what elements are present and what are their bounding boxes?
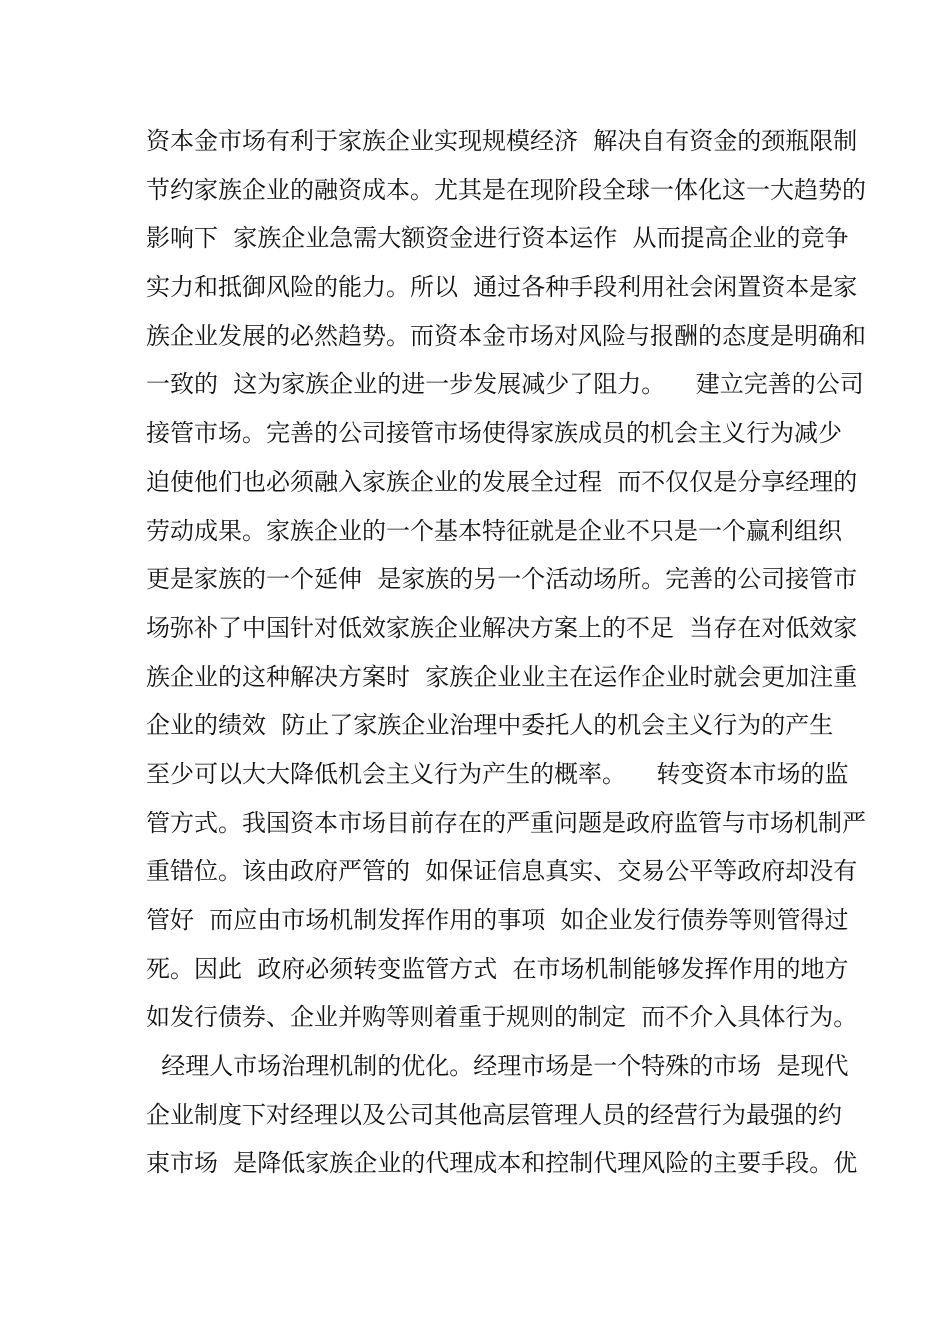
text-line: 节约家族企业的融资成本。尤其是在现阶段全球一体化这一大趋势的 — [146, 175, 866, 204]
text-line: 企业的绩效 防止了家族企业治理中委托人的机会主义行为的产生 — [146, 711, 834, 740]
text-line: 族企业发展的必然趋势。而资本金市场对风险与报酬的态度是明确和 — [146, 321, 866, 350]
text-line: 更是家族的一个延伸 是家族的另一个活动场所。完善的公司接管市 — [146, 565, 858, 594]
text-line: 死。因此 政府必须转变监管方式 在市场机制能够发挥作用的地方 — [146, 954, 849, 983]
text-line: 管好 而应由市场机制发挥作用的事项 如企业发行债券等则管得过 — [146, 906, 849, 934]
text-line: 至少可以大大降低机会主义行为产生的概率。 转变资本市场的监 — [146, 759, 849, 788]
text-line: 场弥补了中国针对低效家族企业解决方案上的不足 当存在对低效家 — [146, 613, 858, 642]
text-line: 劳动成果。家族企业的一个基本特征就是企业不只是一个赢利组织 — [146, 516, 842, 545]
text-line: 实力和抵御风险的能力。所以 通过各种手段利用社会闲置资本是家 — [146, 273, 858, 302]
text-line: 束市场 是降低家族企业的代理成本和控制代理风险的主要手段。优 — [146, 1149, 858, 1178]
text-line: 接管市场。完善的公司接管市场使得家族成员的机会主义行为减少 — [146, 419, 842, 448]
text-line: 管方式。我国资本市场目前存在的严重问题是政府监管与市场机制严 — [146, 808, 866, 837]
text-line: 一致的 这为家族企业的进一步发展减少了阻力。 建立完善的公司 — [146, 370, 864, 399]
text-line: 如发行债券、企业并购等则着重于规则的制定 而不介入具体行为。 — [146, 1003, 858, 1032]
text-line: 影响下 家族企业急需大额资金进行资本运作 从而提高企业的竞争 — [146, 224, 849, 253]
body-text — [146, 117, 866, 1188]
text-line: 重错位。该由政府严管的 如保证信息真实、交易公平等政府却没有 — [146, 857, 858, 886]
text-line: 资本金市场有利于家族企业实现规模经济 解决自有资金的颈瓶限制 — [146, 127, 858, 155]
text-line: 族企业的这种解决方案时 家族企业业主在运作企业时就会更加注重 — [146, 662, 858, 691]
text-line: 经理人市场治理机制的优化。经理市场是一个特殊的市场 是现代 — [146, 1052, 849, 1081]
text-line: 企业制度下对经理以及公司其他高层管理人员的经营行为最强的约 — [146, 1100, 842, 1129]
text-line: 迫使他们也必须融入家族企业的发展全过程 而不仅仅是分享经理的 — [146, 467, 858, 496]
